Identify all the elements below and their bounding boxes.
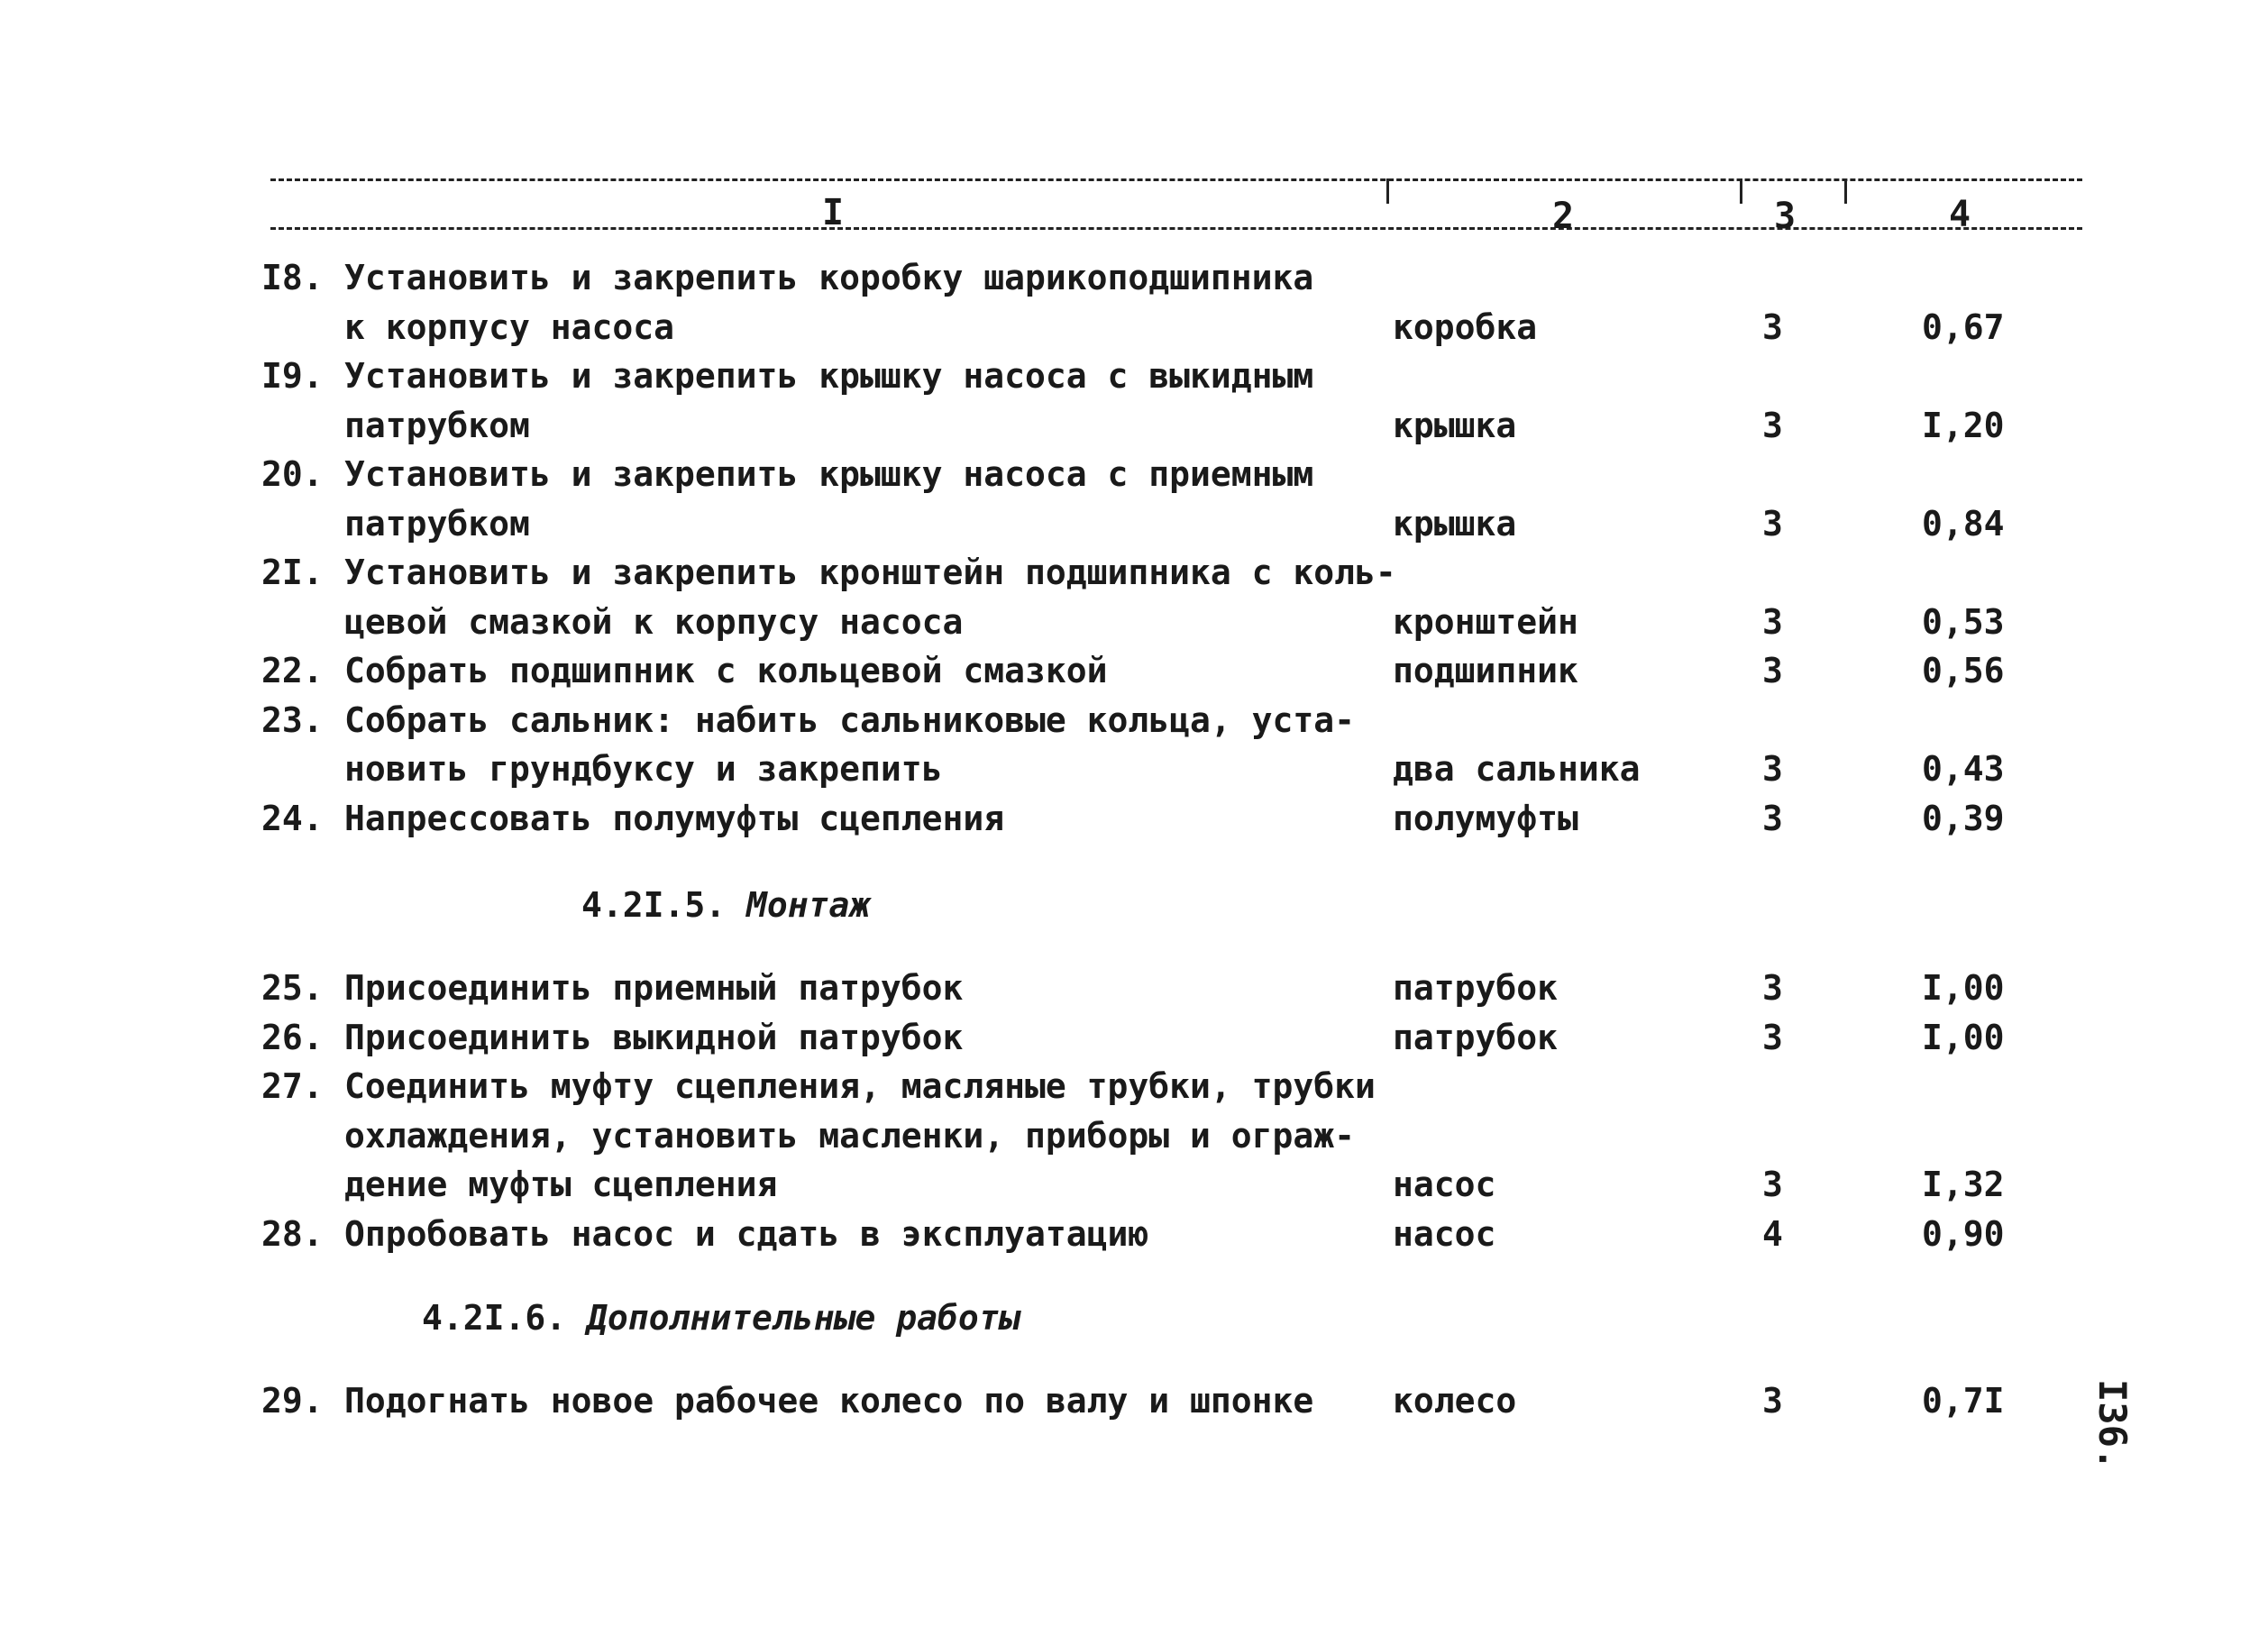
section-heading-montazh-number: 4.2I.5.: [581, 885, 747, 925]
header-col-1: I: [822, 192, 845, 233]
row-unit: патрубок: [1393, 968, 1559, 1008]
row-description-line: Установить и закрепить коробку шарикоподшипника: [344, 258, 1314, 297]
row-grade: 3: [1762, 749, 1783, 789]
section-heading-montazh-title: Монтаж: [746, 885, 871, 925]
row-description-line: дение муфты сцепления: [344, 1165, 778, 1204]
row-number: 26.: [261, 1017, 324, 1057]
column-divider: [1740, 178, 1742, 204]
section-heading-additional-number: 4.2I.6.: [422, 1298, 588, 1338]
row-value: 0,90: [1922, 1213, 2005, 1254]
row-grade: 3: [1762, 798, 1783, 838]
header-col-4: 4: [1949, 194, 1971, 235]
section-heading-additional-title: Дополнительные работы: [587, 1298, 1020, 1338]
row-number: 20.: [261, 454, 324, 494]
row-grade: 4: [1762, 1213, 1783, 1254]
row-unit: два сальника: [1393, 749, 1641, 789]
row-number: 24.: [261, 798, 324, 838]
row-value: 0,39: [1922, 798, 2005, 838]
row-value: I,00: [1922, 968, 2005, 1008]
row-unit: насос: [1393, 1213, 1496, 1254]
row-number: 23.: [261, 699, 324, 740]
row-value: I,20: [1922, 405, 2005, 445]
row-grade: 3: [1762, 651, 1783, 690]
row-description-line: Установить и закрепить крышку насоса с приемным: [344, 454, 1314, 494]
row-description-line: охлаждения, установить масленки, приборы и ограж-: [344, 1115, 1356, 1156]
row-unit: насос: [1393, 1165, 1496, 1204]
row-description-line: Установить и закрепить кронштейн подшипника с коль-: [344, 553, 1396, 592]
row-value: 0,43: [1922, 749, 2005, 789]
row-number: 28.: [261, 1213, 324, 1254]
row-description-line: Присоединить приемный патрубок: [344, 968, 964, 1008]
row-value: 0,67: [1922, 306, 2005, 347]
row-description-line: Собрать сальник: набить сальниковые кольца, уста-: [344, 699, 1356, 740]
header-bottom-rule: [270, 227, 2082, 230]
row-unit: патрубок: [1393, 1017, 1559, 1057]
column-divider: [1844, 178, 1847, 204]
section-heading-additional: [422, 1298, 1020, 1338]
row-number: 22.: [261, 651, 324, 690]
row-grade: 3: [1762, 968, 1783, 1008]
row-unit: кронштейн: [1393, 601, 1578, 642]
row-grade: 3: [1762, 1381, 1783, 1421]
row-description-line: Соединить муфту сцепления, масляные трубки, трубки: [344, 1066, 1376, 1106]
row-number: I9.: [261, 356, 324, 396]
row-unit: полумуфты: [1393, 798, 1578, 838]
row-description-line: Присоединить выкидной патрубок: [344, 1017, 964, 1057]
row-description-line: Собрать подшипник с кольцевой смазкой: [344, 651, 1108, 690]
row-description-line: Подогнать новое рабочее колесо по валу и шпонке: [344, 1381, 1314, 1421]
row-number: I8.: [261, 258, 324, 297]
row-grade: 3: [1762, 405, 1783, 445]
section-heading-montazh: [581, 885, 870, 925]
row-value: 0,7I: [1922, 1381, 2005, 1421]
row-value: 0,56: [1922, 651, 2005, 690]
row-unit: крышка: [1393, 405, 1517, 445]
row-description-line: патрубком: [344, 405, 530, 445]
row-description-line: к корпусу насоса: [344, 306, 675, 347]
header-top-rule: [270, 178, 2082, 181]
row-value: 0,84: [1922, 503, 2005, 544]
header-col-3: 3: [1774, 196, 1797, 237]
row-description-line: Установить и закрепить крышку насоса с выкидным: [344, 356, 1314, 396]
row-value: 0,53: [1922, 601, 2005, 642]
row-grade: 3: [1762, 601, 1783, 642]
row-grade: 3: [1762, 1017, 1783, 1057]
row-grade: 3: [1762, 503, 1783, 544]
row-description-line: цевой смазкой к корпусу насоса: [344, 601, 964, 642]
header-col-2: 2: [1552, 196, 1575, 237]
row-description-line: Напрессовать полумуфты сцепления: [344, 798, 1005, 838]
row-value: I,00: [1922, 1017, 2005, 1057]
row-number: 29.: [261, 1381, 324, 1421]
column-divider: [1386, 178, 1389, 204]
row-grade: 3: [1762, 306, 1783, 347]
row-number: 2I.: [261, 553, 324, 592]
row-value: I,32: [1922, 1165, 2005, 1204]
row-unit: подшипник: [1393, 651, 1578, 690]
row-unit: коробка: [1393, 306, 1538, 347]
row-description-line: Опробовать насос и сдать в эксплуатацию: [344, 1213, 1149, 1254]
row-unit: крышка: [1393, 503, 1517, 544]
row-unit: колесо: [1393, 1381, 1517, 1421]
row-number: 25.: [261, 968, 324, 1008]
page-number: I36.: [2090, 1379, 2135, 1471]
row-description-line: новить грундбуксу и закрепить: [344, 749, 943, 789]
row-number: 27.: [261, 1066, 324, 1106]
row-grade: 3: [1762, 1165, 1783, 1204]
row-description-line: патрубком: [344, 503, 530, 544]
